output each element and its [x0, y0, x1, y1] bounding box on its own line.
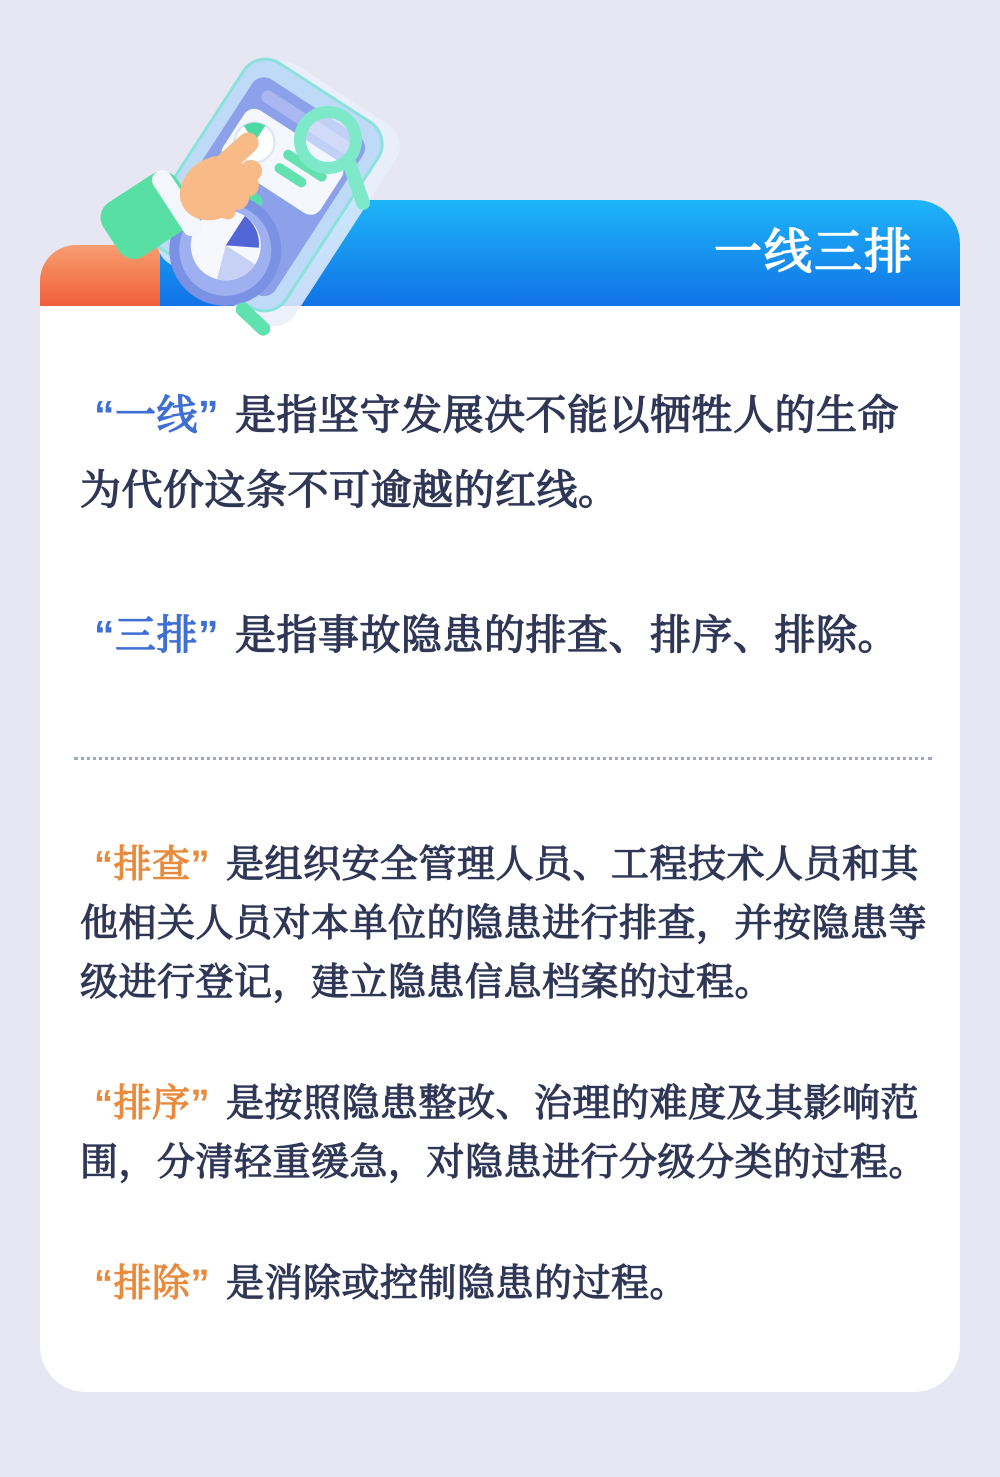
term-sanpai: “三排” — [94, 612, 219, 658]
term-paicha: “排查” — [94, 844, 211, 886]
term-paixu: “排序” — [94, 1083, 211, 1125]
open-quote: “ — [94, 392, 115, 438]
close-quote: ” — [190, 844, 211, 886]
definition-paragraph-sanpai: “三排” 是指事故隐患的排查、排序、排除。 — [94, 612, 899, 658]
close-quote: ” — [190, 1263, 211, 1305]
close-quote: ” — [198, 392, 219, 438]
folded-finger-3 — [240, 160, 262, 182]
detail-paragraph-paichu: “排除” 是消除或控制隐患的过程。 — [94, 1263, 689, 1305]
dotted-divider — [74, 757, 932, 760]
detail-paragraph-paicha: “排查” 是组织安全管理人员、工程技术人员和其他相关人员对本单位的隐患进行排查，并按隐患等级进行登记，建立隐患信息档案的过程。 — [80, 844, 928, 1004]
content-card — [40, 306, 960, 1392]
hand-tablet-magnifier-illustration — [100, 5, 410, 335]
hero-section — [0, 0, 1000, 306]
term-yixian: “一线” — [94, 392, 219, 438]
open-quote: “ — [94, 612, 115, 658]
open-quote: “ — [94, 1083, 114, 1125]
detail-paragraph-paixu: “排序” 是按照隐患整改、治理的难度及其影响范围，分清轻重缓急，对隐患进行分级分类的过程。 — [80, 1083, 928, 1184]
open-quote: “ — [94, 1263, 114, 1305]
definition-paragraph-yixian: “一线” 是指坚守发展决不能以牺牲人的生命为代价这条不可逾越的红线。 — [80, 392, 899, 513]
close-quote: ” — [198, 612, 219, 658]
page-title: 一线三排 — [713, 226, 914, 279]
close-quote: ” — [190, 1083, 211, 1125]
open-quote: “ — [94, 844, 114, 886]
term-paichu: “排除” — [94, 1263, 211, 1305]
thumb — [200, 203, 228, 212]
